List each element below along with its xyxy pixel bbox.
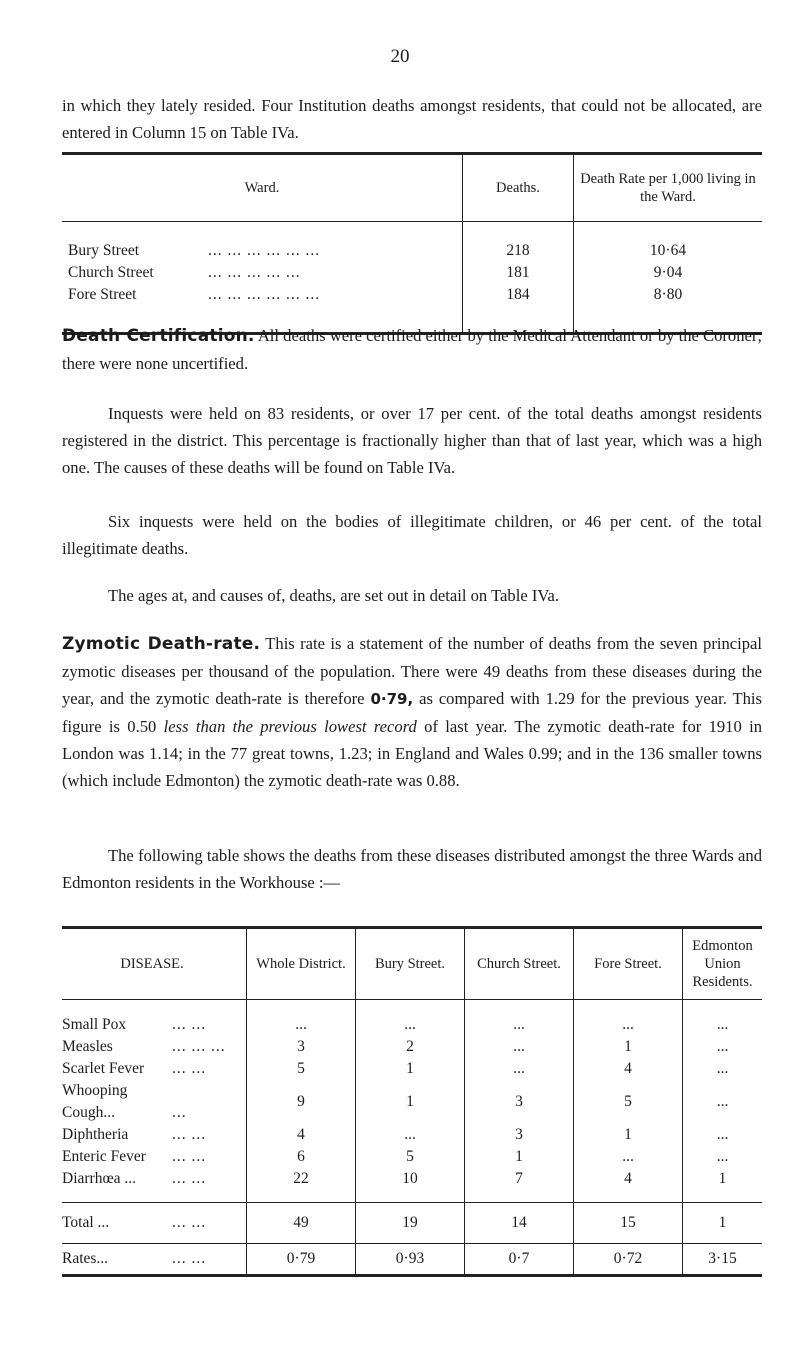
bury-street-cell: ... <box>356 1000 465 1037</box>
zymotic-rate-value: 0·79, <box>370 690 414 708</box>
whole-district-cell: 9 <box>247 1080 356 1124</box>
whole-district-cell: 0·79 <box>247 1244 356 1276</box>
disease-name-cell: Diarrhœa ... ... ... <box>62 1170 207 1187</box>
rate-cell: 10·64 <box>574 222 763 263</box>
edmonton-union-cell: ... <box>683 1146 763 1168</box>
edmonton-union-cell: 1 <box>683 1203 763 1244</box>
bury-street-cell: 1 <box>356 1080 465 1124</box>
intro-paragraph: in which they lately resided. Four Institution deaths amongst residents, that could not be allocated, are entered in Column 15 on Table IVa. <box>62 96 762 142</box>
ward-name-cell: Fore Street ... ... ... ... ... ... <box>68 286 321 303</box>
disease-name-cell: Rates... ... ... <box>62 1244 247 1276</box>
deaths-cell: 181 <box>463 262 574 284</box>
whole-district-column-header: Whole District. <box>247 928 356 1000</box>
table-row <box>62 1124 762 1146</box>
table-row <box>62 1036 762 1058</box>
bury-street-cell: ... <box>356 1124 465 1146</box>
total-row <box>62 1203 762 1244</box>
edmonton-union-cell: ... <box>683 1058 763 1080</box>
ages-paragraph: The ages at, and causes of, deaths, are set out in detail on Table IVa. <box>108 586 560 605</box>
illegitimate-paragraph: Six inquests were held on the bodies of illegitimate children, or 46 per cent. of the total illegitimate deaths. <box>62 512 762 558</box>
disease-name-cell: Whooping Cough... ... <box>62 1082 187 1121</box>
table-row <box>62 1058 762 1080</box>
disease-name-cell: Small Pox ... ... <box>62 1016 207 1033</box>
edmonton-union-cell: ... <box>683 1124 763 1146</box>
zymotic-heading: Zymotic Death-rate. <box>62 634 261 654</box>
church-street-cell: 0·7 <box>465 1244 574 1276</box>
following-table-paragraph: The following table shows the deaths from these diseases distributed amongst the three Wards and Edmonton residents in the Workhouse :— <box>62 846 762 892</box>
table-row <box>62 1146 762 1168</box>
death-certification-heading: Death Certification. <box>62 326 255 346</box>
fore-street-cell: 15 <box>574 1203 683 1244</box>
edmonton-union-cell: ... <box>683 1036 763 1058</box>
church-street-cell: 7 <box>465 1168 574 1203</box>
disease-name-cell: Enteric Fever ... ... <box>62 1148 207 1165</box>
whole-district-cell: 6 <box>247 1146 356 1168</box>
fore-street-cell: ... <box>574 1146 683 1168</box>
church-street-cell: 3 <box>465 1124 574 1146</box>
bury-street-column-header: Bury Street. <box>356 928 465 1000</box>
fore-street-cell: 1 <box>574 1124 683 1146</box>
ward-name-cell: Church Street ... ... ... ... ... <box>68 264 301 281</box>
death-certification-paragraph: Death Certification. All deaths were certified either by the Medical Attendant or by the Coroner; there were none uncertified. <box>62 326 763 373</box>
table-row <box>62 222 762 263</box>
disease-table-header-row <box>62 928 762 1000</box>
church-street-cell: ... <box>465 1058 574 1080</box>
bury-street-cell: 0·93 <box>356 1244 465 1276</box>
church-street-cell: 3 <box>465 1080 574 1124</box>
whole-district-cell: 3 <box>247 1036 356 1058</box>
zymotic-disease-table <box>62 926 762 1277</box>
edmonton-union-column-header: Edmonton Union Residents. <box>683 928 763 1000</box>
fore-street-cell: 4 <box>574 1168 683 1203</box>
lowest-record-emphasis: less than the previous lowest record <box>163 717 417 736</box>
edmonton-union-cell: ... <box>683 1080 763 1124</box>
inquests-paragraph: Inquests were held on 83 residents, or over 17 per cent. of the total deaths amongst residents registered in the district. This percentage is fractionally higher than that of last year, which was a high one. The causes of these deaths will be found on Table IVa. <box>62 404 762 477</box>
whole-district-cell: ... <box>247 1000 356 1037</box>
fore-street-column-header: Fore Street. <box>574 928 683 1000</box>
church-street-cell: 14 <box>465 1203 574 1244</box>
whole-district-cell: 49 <box>247 1203 356 1244</box>
bury-street-cell: 10 <box>356 1168 465 1203</box>
disease-column-header: DISEASE. <box>62 928 247 1000</box>
bury-street-cell: 2 <box>356 1036 465 1058</box>
edmonton-union-cell: 3·15 <box>683 1244 763 1276</box>
table-row <box>62 1168 762 1203</box>
whole-district-cell: 4 <box>247 1124 356 1146</box>
zymotic-paragraph: Zymotic Death-rate. This rate is a statement of the number of deaths from the seven principal zymotic diseases per thousand of the population. There were 49 deaths from these diseases during the year, and the zymotic death-rate is therefore 0·79, as compared with 1.29 for the previous year. This figure is 0.50 less than the previous lowest record of last year. The zymotic death-rate for 1910 in London was 1.14; in the 77 great towns, 1.23; in England and Wales 0.99; and in the 136 smaller towns (which include Edmonton) the zymotic death-rate was 0.88. <box>62 634 762 790</box>
church-street-column-header: Church Street. <box>465 928 574 1000</box>
church-street-cell: ... <box>465 1000 574 1037</box>
table-row <box>62 1080 762 1124</box>
fore-street-cell: 1 <box>574 1036 683 1058</box>
ward-name-cell: Bury Street ... ... ... ... ... ... <box>68 242 321 259</box>
whole-district-cell: 22 <box>247 1168 356 1203</box>
disease-name-cell: Measles ... ... ... <box>62 1038 226 1055</box>
bury-street-cell: 5 <box>356 1146 465 1168</box>
whole-district-cell: 5 <box>247 1058 356 1080</box>
disease-name-cell: Scarlet Fever ... ... <box>62 1060 207 1077</box>
ward-column-header: Ward. <box>62 154 463 222</box>
rate-cell: 9·04 <box>574 262 763 284</box>
table-row <box>62 1000 762 1037</box>
church-street-cell: 1 <box>465 1146 574 1168</box>
bury-street-cell: 1 <box>356 1058 465 1080</box>
deaths-column-header: Deaths. <box>463 154 574 222</box>
table-row <box>62 262 762 284</box>
fore-street-cell: 5 <box>574 1080 683 1124</box>
fore-street-cell: ... <box>574 1000 683 1037</box>
deaths-cell: 184 <box>463 284 574 334</box>
disease-name-cell: Diphtheria ... ... <box>62 1126 207 1143</box>
deaths-cell: 218 <box>463 222 574 263</box>
disease-name-cell: Total ... ... ... <box>62 1203 247 1244</box>
bury-street-cell: 19 <box>356 1203 465 1244</box>
rate-cell: 8·80 <box>574 284 763 334</box>
ward-death-rate-table <box>62 152 762 335</box>
fore-street-cell: 4 <box>574 1058 683 1080</box>
rates-row <box>62 1244 762 1276</box>
edmonton-union-cell: 1 <box>683 1168 763 1203</box>
edmonton-union-cell: ... <box>683 1000 763 1037</box>
page-number: 20 <box>390 46 410 67</box>
church-street-cell: ... <box>465 1036 574 1058</box>
ward-table-header-row <box>62 154 762 222</box>
fore-street-cell: 0·72 <box>574 1244 683 1276</box>
death-rate-column-header: Death Rate per 1,000 living in the Ward. <box>574 154 763 222</box>
